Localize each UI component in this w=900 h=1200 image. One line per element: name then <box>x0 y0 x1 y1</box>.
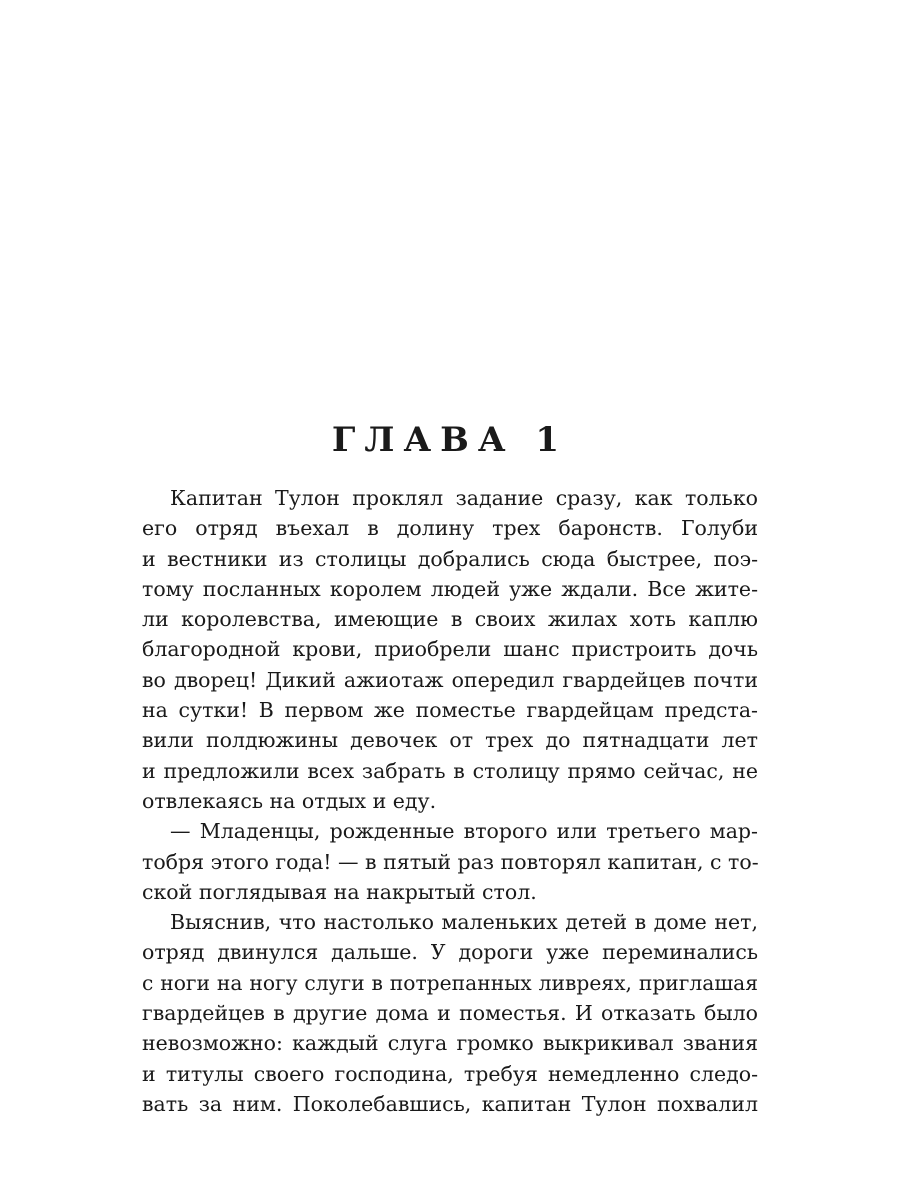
body-text <box>142 483 758 1119</box>
text-line: ли королевства, имеющие в своих жилах хоть каплю <box>142 607 758 632</box>
text-line: во дворец! Дикий ажиотаж опередил гвардейцев почти <box>142 667 758 692</box>
text-line: ской поглядывая на накрытый стол. <box>142 879 537 904</box>
text-line: тому посланных королем людей уже ждали. Все жите- <box>142 576 758 601</box>
text-line: с ноги на ногу слуги в потрепанных ливреях, приглашая <box>142 970 758 995</box>
text-line: Капитан Тулон проклял задание сразу, как только <box>170 486 758 510</box>
text-line: невозможно: каждый слуга громко выкрикивал звания <box>142 1031 758 1056</box>
text-line: тобря этого года! — в пятый раз повторял капитан, с то- <box>142 849 759 874</box>
text-line: благородной крови, приобрели шанс пристроить дочь <box>142 637 758 662</box>
text-line: и титулы своего господина, требуя немедленно следо- <box>142 1061 758 1086</box>
text-line: на сутки! В первом же поместье гвардейцам предста- <box>142 698 758 723</box>
text-line: и предложили всех забрать в столицу прямо сейчас, не <box>142 758 758 783</box>
text-line: вать за ним. Поколебавшись, капитан Тулон похвалил <box>142 1091 758 1116</box>
text-line: — Младенцы, рожденные второго или третьего мар- <box>170 819 758 844</box>
text-line: отвлекаясь на отдых и еду. <box>142 788 437 813</box>
chapter-title: ГЛАВА 1 <box>331 420 569 460</box>
text-line: его отряд въехал в долину трех баронств. Голуби <box>142 516 758 541</box>
text-line: гвардейцев в другие дома и поместья. И отказать было <box>142 1001 758 1026</box>
text-line: отряд двинулся дальше. У дороги уже переминались <box>142 940 758 965</box>
text-line: Выяснив, что настолько маленьких детей в доме нет, <box>170 910 758 935</box>
text-line: и вестники из столицы добрались сюда быстрее, поэ- <box>142 546 758 571</box>
text-line: вили полдюжины девочек от трех до пятнадцати лет <box>142 728 758 753</box>
